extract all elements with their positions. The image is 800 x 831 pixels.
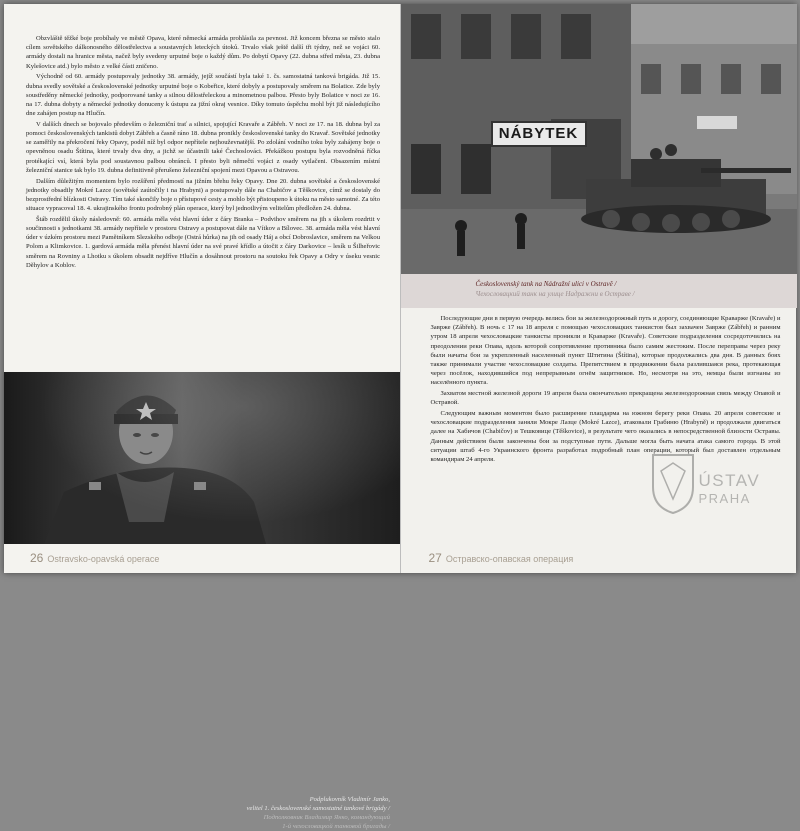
street-photo xyxy=(401,4,797,274)
watermark-text-1: ÚSTAV xyxy=(698,471,761,490)
left-page xyxy=(4,4,401,830)
street-caption-cz: Československý tank na Nádražní ulici v Ostravě / xyxy=(475,280,617,288)
right-page-number: 27 xyxy=(428,551,442,565)
right-paragraph-1: Последующие дни в первую очередь велись бои за железнодорожный путь и дорогу, соединяющие Краварже (Kravaře) и Заврже (Zábřeh). В ночь с 17 на 18 апреля с помощью чехословацких танкистов был захвачен Заврже (Zábřeh) и ранним утром 18 апреля чехословацкие танкисты проникли в Кравaржe (Kravaře). Советские подразделения сосредоточились на преодолении реки Опава, вдоль которой сопротивление противника было самим жестоким. После переправы через реку были начаты бои за укрепленный населенный пункт Штитина (Štítina), которые продолжались два дня. В данных боях также принимали участие чехословацкие солдаты. Препятствием в продвижении была разлившаяся река, протекающая через посёлок, находившийся под непрерывным огнём защитников. Но, несмотря на это, немцы были изгнаны из населённого пункта. xyxy=(430,315,781,387)
right-section-title: Остравско-опавская операция xyxy=(445,554,574,564)
portrait-caption xyxy=(190,795,390,831)
left-folio xyxy=(30,551,159,565)
street-caption-band xyxy=(401,274,797,308)
right-page xyxy=(401,4,797,573)
tank-street-illustration xyxy=(401,4,797,274)
left-paragraph-2: Východně od 60. armády postupovaly jednotky 38. armády, jejíž součástí byla také 1. čs. samostatná tanková brigáda. Již 15. dubna svedly sovětské a československé jednotky urputné boje o Kobeřice, které dobyly a postupovaly směrem na Bolatice. Zde byly soustředěny německé jednotky, podporované tanky a silnou dělostřeleckou a minometnou palbou. Přesto byly Bolatice v noci ze 16. na 17. dubna dobyty a německé jednotky donuceny k ústupu za jižní okraj vesnice. Díky tomuto úspěchu mohl být již následujícího dne zahájen postup na Hlučín. xyxy=(26,73,380,118)
archive-watermark xyxy=(651,449,791,519)
left-section-title: Ostravsko-opavská operace xyxy=(47,554,160,564)
caption-line-4: 1-й чехословацкой танковой бригады / xyxy=(282,823,390,830)
caption-line-2: velitel 1. československé samostatné tankové brigády / xyxy=(246,805,390,812)
left-paragraph-5: Štáb rozdělil úkoly následovně: 60. armáda měla vést hlavní úder z čáry Branka – Podvihov směrem na jih s úkolem rozdrtit v součinnosti s jednotkami 38. armády nepřítele v prostoru Ostravy a postupovat dále na Vítkov a Bílovec. 38. armáda měla vést hlavní úder v úzkém prostoru mezi Pamětníkem Slezského odboje (Ostrá hůrka) na jih od osady Háj a obcí Dobroslavice, směrem na Velkou Polom a Klimkovice. 1. gardová armáda měla přenést hlavní úder na své pravé křídlo a útočit z čáry Darkovice – lesík u Šilheřovic směrem na Rovniny a Lhotku s úkolem obsadit nejdříve Hlučín a dosáhnout prostoru na soutoku řek Opavy a Odry v úseku vesnic Děhylov a Koblov. xyxy=(26,215,380,269)
watermark-text-2: PRAHA xyxy=(698,491,751,506)
left-page-number: 26 xyxy=(30,551,44,565)
left-paragraph-4: Dalším důležitým momentem bylo rozšíření předmostí na jižním břehu řeky Opavy. Dne 20. dubna sovětské a československé jednotky obsadily Mokré Lazce (sovětské zaútočily i na Hrabyni) a postupovaly dále na Chabičov a Těškovice, címž se dostaly do bezprostřední blízkosti Ostravy. Tím také skončily boje o přístupové cesty a mohlo být přistoupeno k útoku na město samotné. Za této situace vypracoval 18. 4. ukrajinského frontu podrobný plán operace, který byl jednotlivým velitelům předložen 24. dubna. xyxy=(26,177,380,213)
left-paragraph-1: Obzvláště těžké boje probíhaly ve městě Opava, které německá armáda prohlásila za pevnost. Již koncem března se město stalo cílem sovětského dálkonosného dělostřelectva a soustavných leteckých útoků. Trvalo však ještě další tři týdny, než se vojáci 60. armády dostali na hranice města, načež byly svedeny urputné boje o každý dům. Po dobytí Opavy (22. dubna střed města, 23. dubna Kylešovice atd.) bylo město z velké části zničeno. xyxy=(26,35,380,70)
left-paragraph-3: V dalších dnech se bojovalo především o železniční trať a silnici, spojující Kravaře a Zábřeh. V noci ze 17. na 18. dubna byl za pomoci československých tankistů dobyt Zábřeh a časně ráno 18. dubna pronikly československé tanky do Kravař. Sovětské jednotky se zaměřily na překročení řeky Opavy, podél níž byl odpor nepřítele nejhouževnatější. Po zdolání vodního toku byly zahájeny boje o opevněnou osadu Štítina, které trvaly dva dny, a jichž se účastnili také Čechoslováci. Překážkou postupu byla rozvodněná říčka protékající vsí, která byla pod soustavnou palbou obránců. I přesto byli němečtí vojáci z osady vytlačeni. Obsazením místní železniční stanice tak bylo 19. dubna definitivně přerušeno železniční spojení mezi Opavou a Ostravou. xyxy=(26,120,380,174)
right-paragraph-2: Захватом местной железной дороги 19 апреля была окончательно прекращена железнодорожная связь между Опавой и Остравой. xyxy=(430,390,781,407)
street-caption-ru: Чехословацкий танк на улице Надражни в Остраве / xyxy=(475,290,635,298)
shield-icon xyxy=(651,453,695,515)
right-paragraph-3: Следующим важным моментом было расширение плацдарма на южном берегу реки Опава. 20 апреля советские и чехословацкие подразделения заняли Мокре Лазце (Mokré Lazce), атаковали Грабиню (Hrabyně) и продолжали двигаться далее на Хабичов (Chabičov) и Тешковице (Těškovice), в результате чего оказались в непосредственной близости Остравы. Данным действием были закончены бои за подступные пути. Дальше могла быть начата атака самого города. В этой ситуации штаб 4-го Украинского фронта разработал подробный план операции, который был доставлен отдельным командирам 24 апреля. xyxy=(430,410,781,464)
left-text-column xyxy=(26,34,380,369)
book-spread xyxy=(4,4,796,830)
nabytek-sign: NÁBYTEK xyxy=(491,121,587,147)
right-folio xyxy=(429,551,574,565)
caption-line-3: Подполковник Владимир Янко, командующий xyxy=(263,814,390,821)
caption-line-1: Podplukovník Vladimír Janko, xyxy=(309,796,390,803)
